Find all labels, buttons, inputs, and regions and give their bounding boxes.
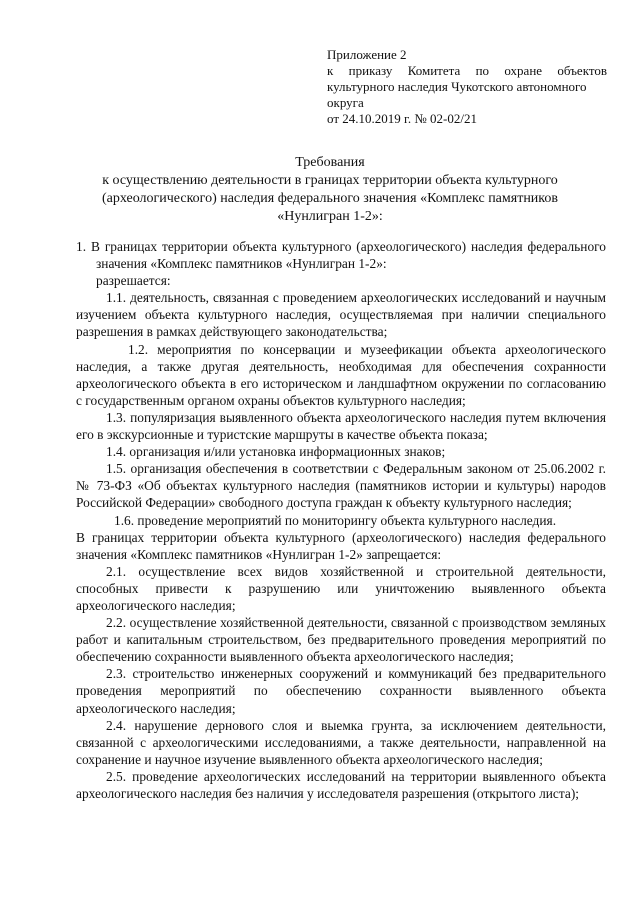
section-1-intro [76, 238, 606, 272]
document-heading [60, 154, 600, 226]
section-1-number: 1. [76, 239, 87, 254]
heading-line-1: к осуществлению деятельности в границах территории объекта культурного [102, 173, 558, 188]
item-2-4: 2.4. нарушение дернового слоя и выемка грунта, за исключением деятельности, связанной с археологическими исследованиями, а также деятельности, направленной на сохранение и научное изучение выявленного объекта археологического наследия; [76, 717, 606, 767]
item-2-2: 2.2. осуществление хозяйственной деятельности, связанной с производством земляных работ и капитальным строительством, без предварительного проведения мероприятий по обеспечению сохранности выявленного объекта археологического наследия; [76, 615, 606, 665]
document-body [76, 238, 606, 802]
item-1-2: 1.2. мероприятия по консервации и музеефикации объекта археологического наследия, а также другая деятельность, необходимая для обеспечения сохранности археологического объекта в его историческом и ландшафтном окружении по согласованию с государственным органом охраны объектов культурного наследия; [76, 341, 606, 408]
item-2-1: 2.1. осуществление всех видов хозяйственной и строительной деятельности, способных привести к разрушению или уничтожению выявленного объекта археологического наследия; [76, 563, 606, 613]
heading-title: Требования [295, 155, 365, 170]
appendix-org-line: культурного наследия Чукотского автономного [327, 79, 587, 94]
item-2-5: 2.5. проведение археологических исследований на территории выявленного объекта археологического наследия без наличия у исследователя разрешения (открытого листа); [76, 768, 606, 801]
item-2-3: 2.3. строительство инженерных сооружений и коммуникаций без предварительного проведения мероприятий по обеспечению сохранности выявленного объекта археологического наследия; [76, 666, 606, 716]
section-2-intro: В границах территории объекта культурного (археологического) наследия федерального значения «Комплекс памятников «Нунлигран 1-2» запрещается: [76, 529, 606, 562]
section-1-permitted: разрешается: [96, 273, 171, 289]
item-1-1: 1.1. деятельность, связанная с проведением археологических исследований и научным изучением объекта культурного наследия, осуществляемая при наличии специального разрешения в рамках действующего законодательства; [76, 290, 606, 340]
item-1-4: 1.4. организация и/или установка информационных знаков; [106, 444, 446, 460]
appendix-title: Приложение 2 [327, 47, 407, 62]
appendix-region-line: округа [327, 95, 364, 110]
appendix-date-line: от 24.10.2019 г. № 02-02/21 [327, 111, 477, 126]
item-1-3: 1.3. популяризация выявленного объекта археологического наследия путем включения его в экскурсионные и туристские маршруты в качестве объекта показа; [76, 409, 606, 443]
heading-line-3: «Нунлигран 1-2»: [277, 209, 383, 224]
appendix-order-line: к приказу Комитета по охране объектов [327, 63, 607, 78]
heading-line-2: (археологического) наследия федерального значения «Комплекс памятников [101, 191, 559, 206]
section-1-intro-text: В границах территории объекта культурного (археологического) наследия федерального значения «Комплекс памятников «Нунлигран 1-2»: [90, 239, 606, 272]
item-1-6: 1.6. проведение мероприятий по мониторингу объекта культурного наследия. [114, 512, 557, 528]
appendix-block [327, 47, 607, 127]
item-1-5: 1.5. организация обеспечения в соответствии с Федеральным законом от 25.06.2002 г. № 73-ФЗ «Об объектах культурного наследия (памятников истории и культуры) народов Российской Федерации» свободного доступа граждан к объекту культурного наследия; [76, 461, 606, 511]
